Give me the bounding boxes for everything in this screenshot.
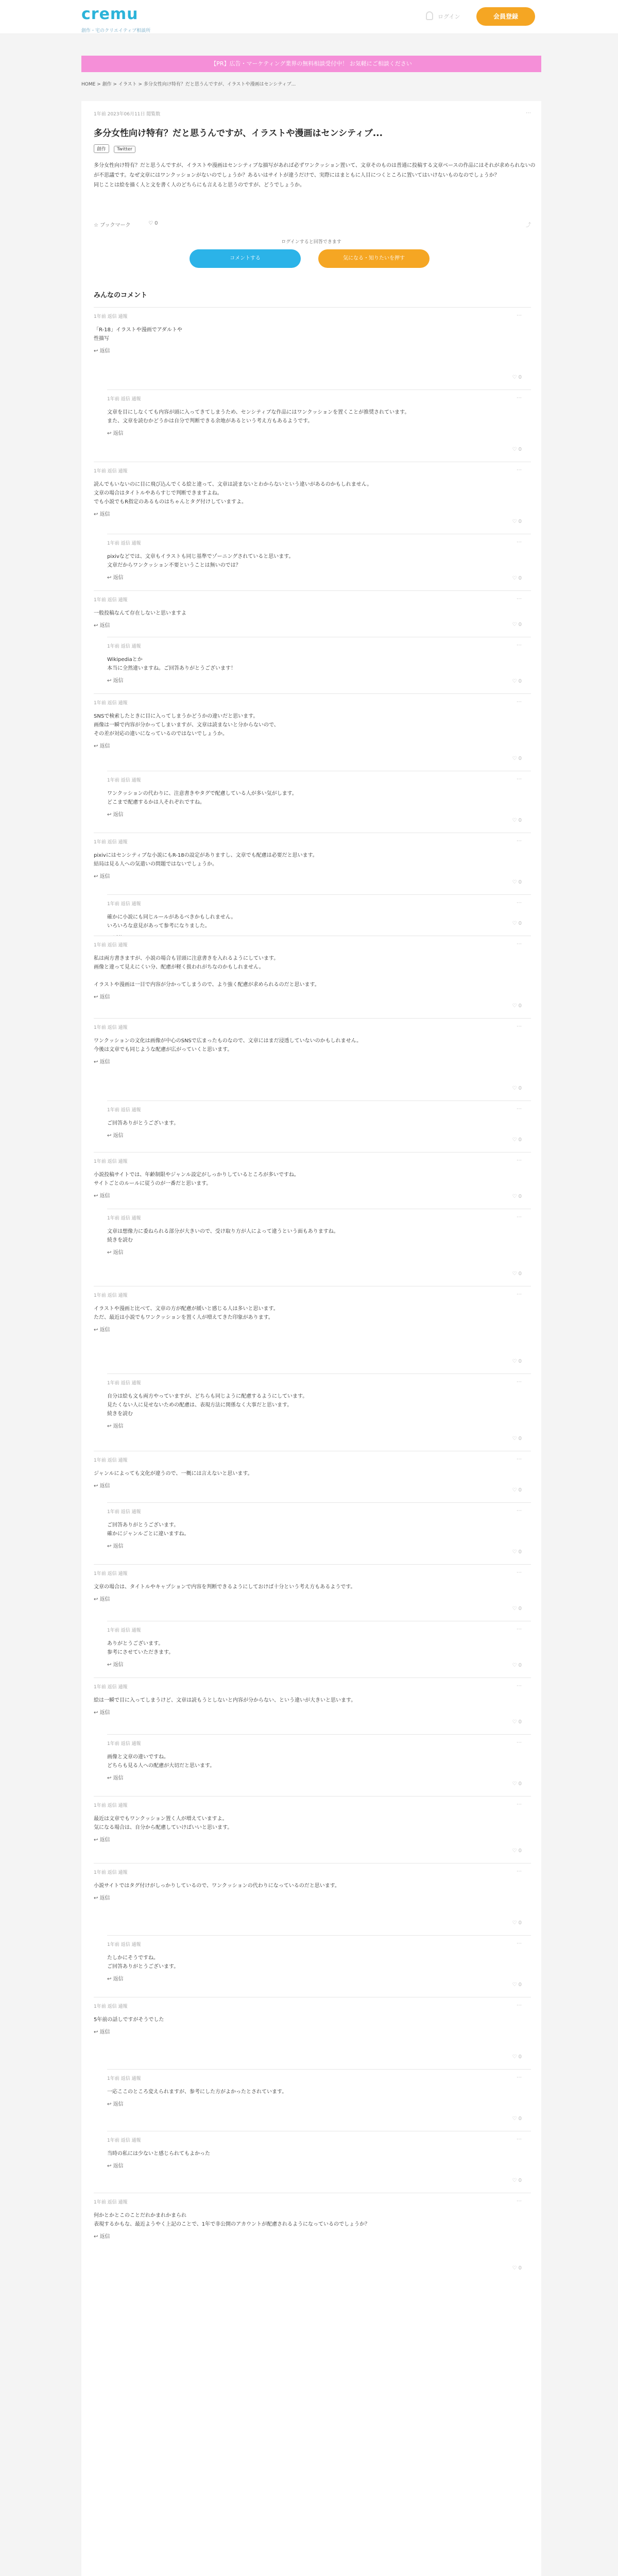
comment-text: 小説投稿サイトでは、年齢制限やジャンル設定がしっかりしているところが多いですね。 サイトごとのルールに従うのが一番だと思います。 <box>94 1172 299 1187</box>
more-options-icon[interactable]: ⋯ <box>517 539 522 545</box>
like-count: 0 <box>518 375 522 380</box>
more-options-icon[interactable]: ⋯ <box>517 642 522 648</box>
comment-text: 小説サイトではタグ付けがしっかりしているので、ワンクッションの代わりになっているのだと思います。 <box>94 1883 340 1889</box>
reply-label: 返信 <box>113 1250 124 1256</box>
like-count: 0 <box>518 2054 522 2060</box>
comment-item <box>94 1997 531 2064</box>
comment-item <box>94 2193 531 2275</box>
reply-label: 返信 <box>113 1544 124 1549</box>
comment-meta: 1年前 返信 通報 <box>94 1870 128 1875</box>
reply-label: 返信 <box>99 1059 110 1065</box>
more-options-icon[interactable]: ⋯ <box>517 2075 522 2080</box>
more-options-icon[interactable]: ⋯ <box>526 110 531 116</box>
more-options-icon[interactable]: ⋯ <box>517 395 522 401</box>
reply-button[interactable]: ↩ 返信 <box>94 512 110 517</box>
breadcrumb[interactable]: HOME > 創作 > イラスト > 多分女性向け特有？だと思うんですが、イラストや漫画はセンシティブ... <box>81 82 296 87</box>
like-button[interactable]: ♡ 0 <box>512 1003 522 1009</box>
like-count: 0 <box>518 2178 522 2183</box>
reply-label: 返信 <box>113 2163 124 2169</box>
comment-item <box>107 2131 531 2188</box>
comment-text: ご回答ありがとうございます。 確かにジャンルごとに違いますね。 <box>107 1522 190 1537</box>
more-options-icon[interactable]: ⋯ <box>517 1379 522 1385</box>
comment-item <box>94 1152 531 1204</box>
comment-meta: 1年前 返信 通報 <box>94 2004 128 2009</box>
comment-meta: 1年前 返信 通報 <box>94 1571 128 1577</box>
more-options-icon[interactable]: ⋯ <box>517 313 522 318</box>
comment-item <box>107 1209 531 1281</box>
like-count: 0 <box>518 2265 522 2271</box>
like-count: 0 <box>518 2116 522 2122</box>
comment-meta: 1年前 返信 通報 <box>107 1628 141 1633</box>
comment-text: 何かとかとこのことだれかまれかまられ 表現するかもな、最近ようやく上記のことで、1年で非公開のアカウントが配慮されるようになっているのでしょうか？ <box>94 2213 370 2227</box>
comment-item <box>94 833 531 889</box>
reply-button[interactable]: ↩ 返信 <box>107 575 124 581</box>
bookmark-label: ブックマーク <box>100 223 131 228</box>
like-count: 0 <box>518 519 522 524</box>
like-button[interactable]: ♡ 0 <box>512 1194 522 1199</box>
more-options-icon[interactable]: ⋯ <box>517 596 522 602</box>
like-button[interactable]: ♡ 0 <box>512 1848 522 1854</box>
comment-meta: 1年前 返信 通報 <box>107 1942 141 1947</box>
more-options-icon[interactable]: ⋯ <box>517 900 522 906</box>
reply-button[interactable]: ↩ 返信 <box>94 1597 110 1602</box>
like-count: 0 <box>518 756 522 761</box>
comment-meta: 1年前 返信 通報 <box>94 1458 128 1463</box>
comment-text: 文章は想像力に委ねられる部分が大きいので、受け取り方が人によって違うという面もありますね。 続きを読む <box>107 1229 339 1243</box>
like-button[interactable]: ♡ 0 <box>512 818 522 823</box>
reply-button[interactable]: ↩ 返信 <box>94 348 110 354</box>
comment-item <box>107 1935 531 1992</box>
like-button[interactable]: ♡ 0 <box>512 1663 522 1668</box>
more-options-icon[interactable]: ⋯ <box>517 1106 522 1112</box>
like-count: 0 <box>518 575 522 581</box>
reply-label: 返信 <box>113 1775 124 1781</box>
more-options-icon[interactable]: ⋯ <box>517 1941 522 1946</box>
reply-button[interactable]: ↩ 返信 <box>94 623 110 629</box>
comment-item <box>107 1502 531 1559</box>
comment-meta: 1年前 返信 通報 <box>94 943 128 948</box>
like-count: 0 <box>518 447 522 452</box>
like-button[interactable]: ♡ 0 <box>512 921 522 926</box>
reply-button[interactable]: ↩ 返信 <box>94 874 110 879</box>
comment-text: イラストや漫画と比べて、文章の方が配慮が緩いと感じる人は多いと思います。 ただ、最近は小説でもワンクッションを置く人が増えてきた印象があります。 <box>94 1306 279 1320</box>
more-options-icon[interactable]: ⋯ <box>517 2003 522 2008</box>
comment-item <box>107 1100 531 1147</box>
like-count: 0 <box>518 1920 522 1926</box>
more-options-icon[interactable]: ⋯ <box>517 1626 522 1632</box>
like-button[interactable]: ♡ 0 <box>148 221 158 226</box>
comment-item <box>94 307 531 384</box>
like-count: 0 <box>518 1487 522 1493</box>
like-button[interactable]: ♡ 0 <box>512 1781 522 1787</box>
comment-text: 確かに小説にも同じルールがあるべきかもしれません。 いろいろな意見があって参考になりました。 <box>107 914 236 929</box>
reply-button[interactable]: ↩ 返信 <box>94 1837 110 1843</box>
comment-meta: 1年前 返信 通報 <box>107 1510 141 1515</box>
like-button[interactable]: ♡ 0 <box>512 1271 522 1277</box>
reply-label: 返信 <box>113 575 124 581</box>
comment-meta: 1年前 返信 通報 <box>94 1159 128 1164</box>
reply-button[interactable]: ↩ 返信 <box>107 678 124 684</box>
comment-text: ジャンルによっても文化が違うので、一概には言えないと思います。 <box>94 1471 253 1477</box>
comment-item <box>94 693 531 766</box>
reply-button[interactable]: ↩ 返信 <box>107 1662 124 1668</box>
site-header <box>0 0 618 34</box>
reply-button[interactable]: ↩ 返信 <box>107 431 124 436</box>
like-count: 0 <box>518 1194 522 1199</box>
reply-button[interactable]: ↩ 返信 <box>107 1775 124 1781</box>
comment-meta: 1年前 返信 通報 <box>94 1293 128 1298</box>
comment-item <box>107 1621 531 1672</box>
comment-meta: 1年前 返信 通報 <box>107 902 141 907</box>
comment-meta: 1年前 返信 通報 <box>107 2076 141 2081</box>
like-button[interactable]: ♡ 0 <box>512 1487 522 1493</box>
more-options-icon[interactable]: ⋯ <box>517 699 522 705</box>
comment-item <box>94 1451 531 1497</box>
comment-meta: 1年前 返信 通報 <box>107 1108 141 1113</box>
like-button[interactable]: ♡ 0 <box>512 879 522 885</box>
comment-item <box>94 590 531 632</box>
reply-button[interactable]: ↩ 返信 <box>94 994 110 1000</box>
reply-label: 返信 <box>113 1976 124 1982</box>
comment-meta: 1年前 返信 通報 <box>94 840 128 845</box>
comment-text: 私は両方書きますが、小説の場合も冒頭に注意書きを入れるようにしています。 画像と違って見えにくい分、配慮が軽く扱われがちなのかもしれません。 イラストや漫画は一目で内容が分かってしまうので、より強く配慮が求められるのだと思います。 <box>94 956 320 988</box>
comment-item <box>107 534 531 585</box>
like-count: 0 <box>518 1359 522 1364</box>
comment-item <box>94 1796 531 1858</box>
like-count: 0 <box>518 1003 522 1009</box>
comment-text: 文章の場合は、タイトルやキャプションで内容を判断できるようにしておけば十分という考え方もあるようです。 <box>94 1584 356 1590</box>
comment-text: ワンクッションの文化は画像が中心のSNSで広まったものなので、文章にはまだ浸透していないのかもしれません。 今後は文章でも同じような配慮が広がっていくと思います。 <box>94 1038 362 1053</box>
reply-label: 返信 <box>113 678 124 684</box>
reply-button[interactable]: ↩ 返信 <box>107 1976 124 1982</box>
like-count: 0 <box>518 1848 522 1854</box>
comment-text: pixivにはセンシティブな小説にもR-18の設定がありますし、文章でも配慮は必要だと思います。 結局は見る人への気遣いの問題ではないでしょうか。 <box>94 853 318 867</box>
like-button[interactable]: ♡ 0 <box>512 1359 522 1364</box>
comment-text: 一般投稿なんて存在しないと思いますよ <box>94 611 186 616</box>
reply-label: 返信 <box>99 1327 110 1333</box>
like-count: 0 <box>518 1137 522 1143</box>
reply-button[interactable]: ↩ 返信 <box>94 2234 110 2240</box>
like-count: 0 <box>518 921 522 926</box>
more-options-icon[interactable]: ⋯ <box>517 467 522 473</box>
comment-item <box>94 1564 531 1616</box>
like-button[interactable]: ♡ 0 <box>512 575 522 581</box>
more-options-icon[interactable]: ⋯ <box>517 2198 522 2204</box>
more-options-icon[interactable]: ⋯ <box>517 1508 522 1514</box>
comment-item <box>107 894 531 930</box>
like-button[interactable]: ♡ 0 <box>512 1920 522 1926</box>
comment-text: 文章を目にしなくても内容が頭に入ってきてしまうため、センシティブな作品にはワンクッションを置くことが推奨されています。 また、文章を読むかどうかは自分で判断できる余地があるという考え方もあるようです。 <box>107 410 410 424</box>
site-tagline: 創作・宅のクリエイティブ相談所 <box>81 28 151 33</box>
comment-meta: 1年前 返信 通報 <box>107 1216 141 1221</box>
comments-heading: みんなのコメント <box>94 292 148 299</box>
question-body: 多分女性向け特有？だと思うんですが、イラストや漫画はセンシティブな描写があれば必ずワンクッション置いて、文章そのものは普通に投稿する文章ベースの作品にはそれが求められないのが不思議です。なぜ文章にはワンクッションがないのでしょうか？あるいはサイトが違うだけで、実際にはまともに人目につくところに置いてはいけないものなのでしょうか？ 同じことは絵を描く人と文を書く人のどちらにも言えると思うのですが、どうでしょうか。 <box>94 163 536 188</box>
reply-label: 返信 <box>99 874 110 879</box>
reply-button[interactable]: ↩ 返信 <box>107 2163 124 2169</box>
more-options-icon[interactable]: ⋯ <box>517 1024 522 1029</box>
reply-button[interactable]: ↩ 返信 <box>94 1327 110 1333</box>
reply-label: 返信 <box>113 1423 124 1429</box>
site-logo[interactable]: cremu <box>81 5 139 23</box>
reply-label: 返信 <box>99 1895 110 1901</box>
comment-item <box>107 389 531 456</box>
comment-item <box>94 1863 531 1930</box>
comment-text: ご回答ありがとうございます。 <box>107 1121 179 1126</box>
comment-text: たしかにそうですね。 ご回答ありがとうございます。 <box>107 1955 179 1970</box>
like-count: 0 <box>518 1271 522 1277</box>
like-button[interactable]: ♡ 0 <box>512 1137 522 1143</box>
more-options-icon[interactable]: ⋯ <box>517 1292 522 1297</box>
question-title: 多分女性向け特有？だと思うんですが、イラストや漫画はセンシティブ... <box>94 128 383 139</box>
reply-button[interactable]: ↩ 返信 <box>94 1895 110 1901</box>
question-panel <box>81 101 541 2576</box>
comment-item <box>107 1734 531 1791</box>
more-options-icon[interactable]: ⋯ <box>517 1570 522 1575</box>
like-count: 0 <box>518 1606 522 1612</box>
reply-button[interactable]: ↩ 返信 <box>94 1193 110 1199</box>
comment-item <box>107 637 531 688</box>
want-to-know-button[interactable]: 気になる・知りたいを押す <box>318 249 430 268</box>
reply-label: 返信 <box>99 2234 110 2240</box>
comment-text: 絵は一瞬で目に入ってしまうけど、文章は読もうとしないと内容が分からない、という違いが大きいと思います。 <box>94 1698 356 1703</box>
like-button[interactable]: ♡ 0 <box>512 447 522 452</box>
reply-button[interactable]: ↩ 返信 <box>107 1250 124 1256</box>
comment-meta: 1年前 返信 通報 <box>94 598 128 603</box>
comment-meta: 1年前 返信 通報 <box>94 314 128 319</box>
comment-text: 画像と文章の違いですね。 どちらも見る人への配慮が大切だと思います。 <box>107 1754 215 1769</box>
comment-item <box>94 1286 531 1368</box>
reply-label: 返信 <box>99 743 110 749</box>
more-options-icon[interactable]: ⋯ <box>517 1683 522 1689</box>
comment-meta: 1年前 返信 通報 <box>94 2200 128 2205</box>
comment-text: SNSで検索したときに目に入ってしまうかどうかの違いだと思います。 画像は一瞬で内容が分かってしまいますが、文章は読まないと分からないので、 その差が対応の違いになっているのではないでしょうか。 <box>94 714 279 737</box>
reply-label: 返信 <box>99 512 110 517</box>
more-options-icon[interactable]: ⋯ <box>517 2137 522 2142</box>
reply-button[interactable]: ↩ 返信 <box>107 1423 124 1429</box>
comment-text: ありがとうございます。 参考にさせていただきます。 <box>107 1641 174 1655</box>
tag-list <box>94 144 138 153</box>
reply-label: 返信 <box>99 1710 110 1716</box>
register-button[interactable]: 会員登録 <box>476 7 535 26</box>
more-options-icon[interactable]: ⋯ <box>517 1214 522 1220</box>
comment-meta: 1年前 返信 通報 <box>107 2138 141 2143</box>
comment-button[interactable]: コメントする <box>190 249 301 268</box>
comment-text: pixivなどでは、文章もイラストも同じ基準でゾーニングされていると思います。 文章だからワンクッション不要ということは無いのでは？ <box>107 554 294 568</box>
comment-meta: 1年前 返信 通報 <box>107 778 141 783</box>
reply-label: 返信 <box>99 2029 110 2035</box>
reply-button[interactable]: ↩ 返信 <box>94 1710 110 1716</box>
like-button[interactable]: ♡ 0 <box>512 1606 522 1612</box>
reply-label: 返信 <box>113 812 124 818</box>
more-options-icon[interactable]: ⋯ <box>517 941 522 947</box>
comment-text: 「R-18」イラストや漫画でアダルトや 性描写 <box>94 327 182 342</box>
comment-text: Wikipediaとか 本当に全然違いますね。ご回答ありがとうございます！ <box>107 657 236 671</box>
more-options-icon[interactable]: ⋯ <box>517 1740 522 1745</box>
like-count: 0 <box>518 1781 522 1787</box>
like-count: 0 <box>518 879 522 885</box>
comment-item <box>94 1018 531 1095</box>
comment-meta: 1年前 返信 通報 <box>107 1741 141 1747</box>
login-link[interactable]: ログイン <box>438 13 460 20</box>
reply-label: 返信 <box>99 623 110 629</box>
reply-button[interactable]: ↩ 返信 <box>94 1059 110 1065</box>
comment-item <box>107 771 531 827</box>
reply-label: 返信 <box>113 431 124 436</box>
like-count: 0 <box>518 818 522 823</box>
comment-item <box>94 1677 531 1729</box>
comment-meta: 1年前 返信 通報 <box>94 1025 128 1030</box>
comment-text: 一応ここのところ変えられますが、参考にした方がよかったとされています。 <box>107 2089 287 2095</box>
comment-text: 自分は絵も文も両方やっていますが、どちらも同じように配慮するようにしています。 見たくない人に見せないための配慮は、表現方法に関係なく大事だと思います。 続きを読む <box>107 1394 308 1417</box>
like-button[interactable]: ♡ 0 <box>512 2054 522 2060</box>
like-button[interactable]: ♡ 0 <box>512 375 522 380</box>
comment-meta: 1年前 返信 通報 <box>94 1803 128 1808</box>
like-button[interactable]: ♡ 0 <box>512 1719 522 1725</box>
more-options-icon[interactable]: ⋯ <box>517 1456 522 1462</box>
like-count: 0 <box>518 1663 522 1668</box>
like-count: 0 <box>518 1982 522 1988</box>
reply-label: 返信 <box>99 994 110 1000</box>
comment-item <box>94 936 531 1013</box>
like-button[interactable]: ♡ 0 <box>512 2178 522 2183</box>
comment-meta: 1年前 返信 通報 <box>94 469 128 474</box>
reply-label: 返信 <box>99 1597 110 1602</box>
comment-text: ワンクッションの代わりに、注意書きやタグで配慮している人が多い気がします。 どこまで配慮するかは人それぞれですね。 <box>107 791 297 805</box>
reply-button[interactable]: ↩ 返信 <box>107 2102 124 2107</box>
bookmark-button[interactable]: ☆ ブックマーク <box>94 223 131 228</box>
like-button[interactable]: ♡ 0 <box>512 1436 522 1442</box>
reply-button[interactable]: ↩ 返信 <box>107 812 124 818</box>
like-count: 0 <box>518 622 522 628</box>
like-count: 0 <box>154 221 158 226</box>
tag-item[interactable]: Twitter <box>114 146 135 153</box>
comment-meta: 1年前 返信 通報 <box>107 397 141 402</box>
reply-label: 返信 <box>99 1193 110 1199</box>
reply-button[interactable]: ↩ 返信 <box>107 1544 124 1549</box>
comment-meta: 1年前 返信 通報 <box>94 1685 128 1690</box>
reply-button[interactable]: ↩ 返信 <box>94 2029 110 2035</box>
comment-meta: 1年前 返信 通報 <box>107 541 141 546</box>
more-options-icon[interactable]: ⋯ <box>517 776 522 782</box>
like-button[interactable]: ♡ 0 <box>512 1549 522 1555</box>
reply-button[interactable]: ↩ 返信 <box>107 1133 124 1139</box>
comment-text: 5年前の話しですがそうでした <box>94 2017 164 2023</box>
like-button[interactable]: ♡ 0 <box>512 679 522 684</box>
like-button[interactable]: ♡ 0 <box>512 756 522 761</box>
question-date: 1年前 2023年06月11日 閲覧数 <box>94 112 161 117</box>
comment-text: 最近は文章でもワンクッション置く人が増えていますよ。 気になる場合は、自分から配慮していけばいいと思います。 <box>94 1816 233 1831</box>
more-options-icon[interactable]: ⋯ <box>517 1158 522 1163</box>
comment-meta: 1年前 返信 通報 <box>107 1381 141 1386</box>
like-button[interactable]: ♡ 0 <box>512 2116 522 2122</box>
like-count: 0 <box>518 679 522 684</box>
more-options-icon[interactable]: ⋯ <box>517 1802 522 1807</box>
comment-item <box>94 462 531 529</box>
more-options-icon[interactable]: ⋯ <box>517 1869 522 1874</box>
comment-item <box>107 2069 531 2126</box>
like-count: 0 <box>518 1086 522 1091</box>
like-button[interactable]: ♡ 0 <box>512 1086 522 1091</box>
reply-button[interactable]: ↩ 返信 <box>94 1483 110 1489</box>
comment-text: 読んでもいないのに目に飛び込んでくる絵と違って、文章は読まないとわからないという違いがあるのかもしれません。 文章の場合はタイトルやあらすじで判断できますよね。 でも小説でもR指定のあるものはちゃんとタグ付けしていますよ。 <box>94 482 372 505</box>
reply-label: 返信 <box>99 348 110 354</box>
like-count: 0 <box>518 1549 522 1555</box>
share-icon[interactable]: ⤴ <box>526 223 531 228</box>
reply-label: 返信 <box>99 1483 110 1489</box>
comment-item <box>107 1374 531 1446</box>
comment-meta: 1年前 返信 通報 <box>107 644 141 649</box>
login-note: ログインすると回答できます <box>281 240 341 245</box>
reply-label: 返信 <box>113 1662 124 1668</box>
like-count: 0 <box>518 1436 522 1442</box>
comment-meta: 1年前 返信 通報 <box>94 701 128 706</box>
like-button[interactable]: ♡ 0 <box>512 622 522 628</box>
tag-item[interactable]: 創作 <box>94 144 109 153</box>
more-options-icon[interactable]: ⋯ <box>517 838 522 844</box>
reply-label: 返信 <box>113 2102 124 2107</box>
promo-banner[interactable]: 【PR】広告・マーケティング業界の無料相談受付中！ お気軽にご相談ください <box>81 56 541 72</box>
notification-icon[interactable] <box>426 11 433 20</box>
reply-label: 返信 <box>99 1837 110 1843</box>
reply-button[interactable]: ↩ 返信 <box>94 743 110 749</box>
like-button[interactable]: ♡ 0 <box>512 2265 522 2271</box>
like-button[interactable]: ♡ 0 <box>512 519 522 524</box>
like-button[interactable]: ♡ 0 <box>512 1982 522 1988</box>
like-count: 0 <box>518 1719 522 1725</box>
reply-label: 返信 <box>113 1133 124 1139</box>
comment-text: 当時の私には少ないと感じられてもよかった <box>107 2151 210 2157</box>
